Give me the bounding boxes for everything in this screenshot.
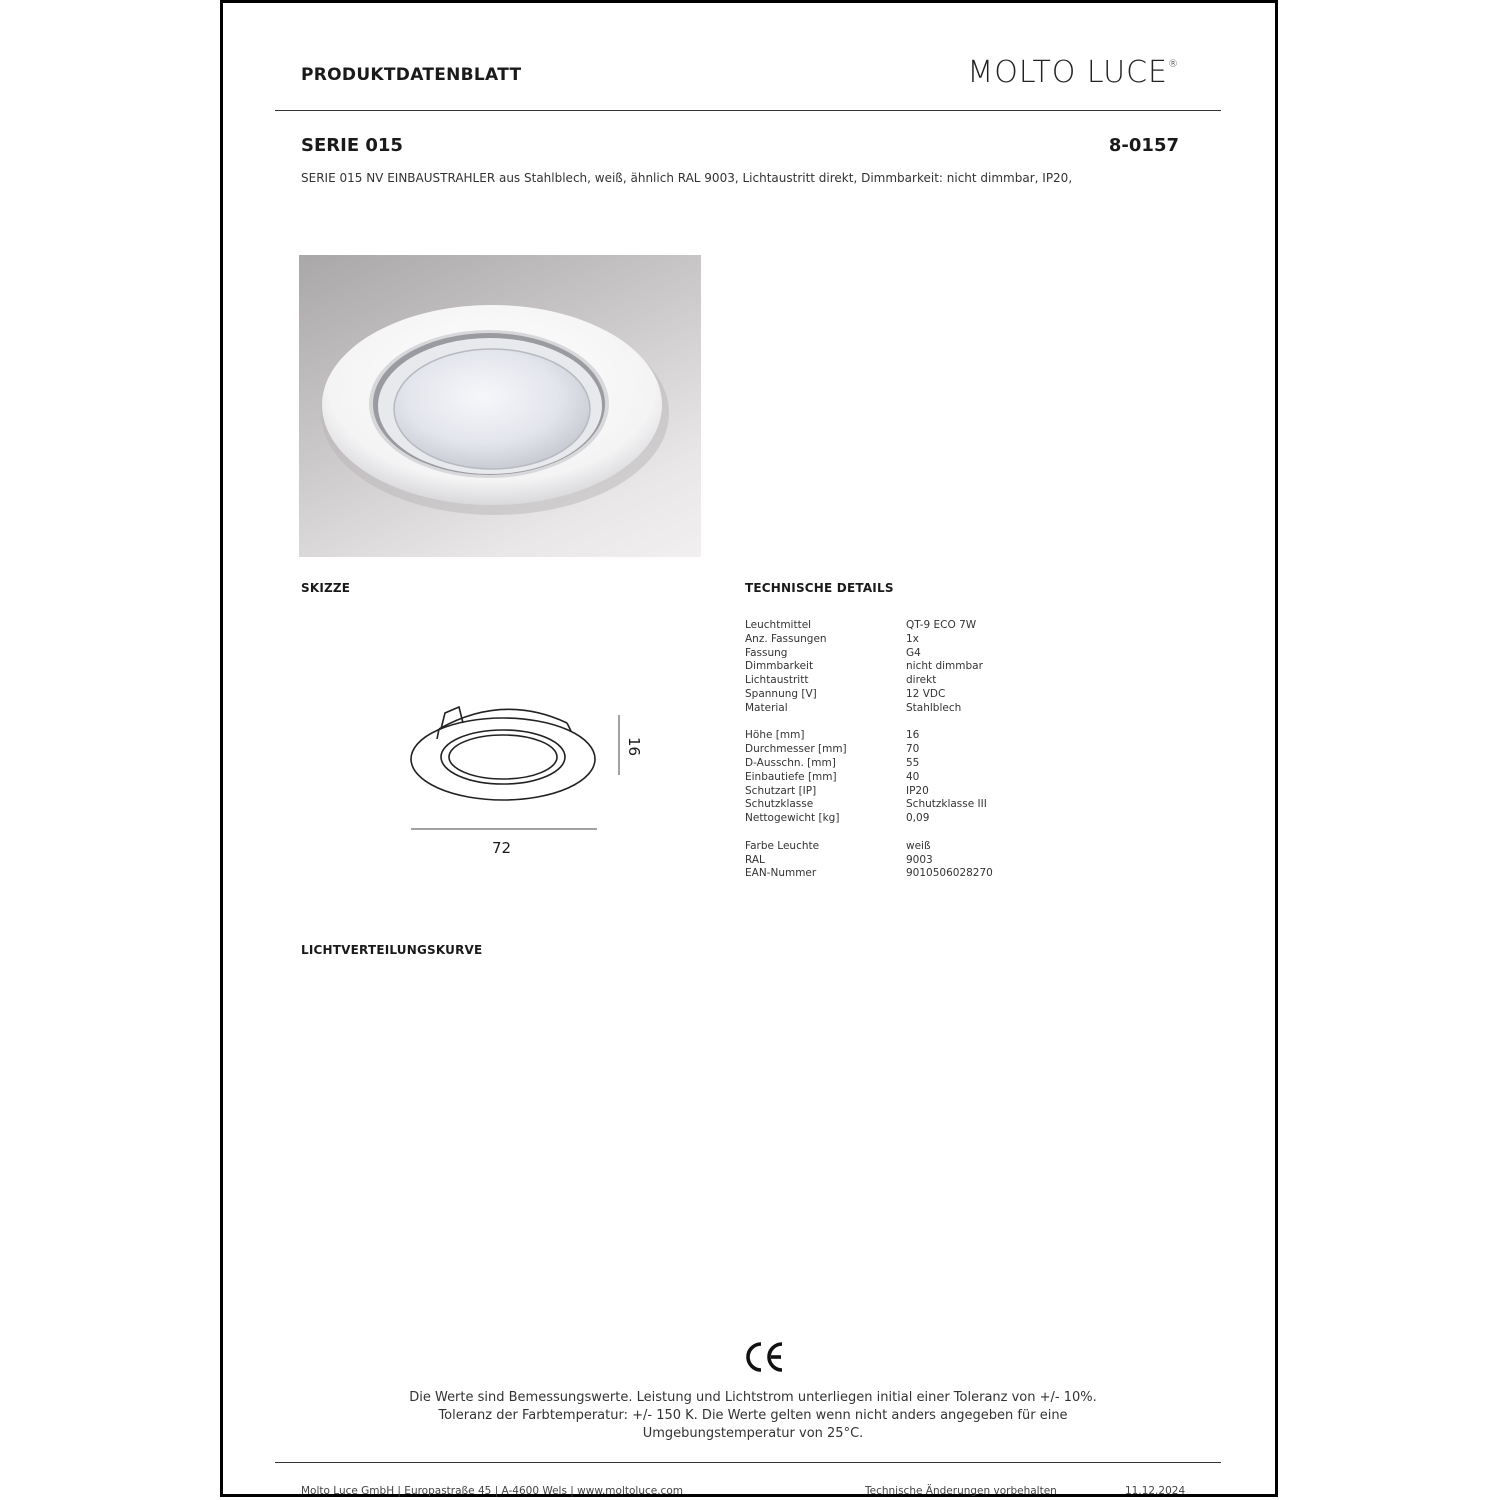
tolerance-line-3: Umgebungstemperatur von 25°C. [642, 1426, 864, 1441]
tolerance-note [283, 1389, 1223, 1443]
tech-row [745, 729, 993, 743]
tech-value: QT-9 ECO 7W [906, 619, 977, 631]
tech-value: direkt [906, 674, 937, 687]
tech-value: Schutzklasse III [906, 798, 987, 811]
tech-value: 40 [906, 770, 920, 783]
dimension-sketch [401, 693, 661, 873]
tolerance-line-2: Toleranz der Farbtemperatur: +/- 150 K. Die Werte gelten wenn nicht anders angegeben für eine [438, 1408, 1068, 1423]
tolerance-line-1: Die Werte sind Bemessungswerte. Leistung und Lichtstrom unterliegen initial einer Toleranz von +/- 10%. [409, 1390, 1097, 1405]
tech-value [906, 716, 993, 730]
tech-label: Lichtaustritt [745, 674, 809, 687]
tech-label: Durchmesser [mm] [745, 743, 847, 756]
tech-label: Leuchtmittel [745, 619, 812, 631]
tech-label: Anz. Fassungen [745, 632, 827, 645]
tech-row [745, 647, 993, 661]
series-name: SERIE 015 [301, 135, 403, 156]
sketch-drawing [401, 693, 661, 873]
product-description: SERIE 015 NV EINBAUSTRAHLER aus Stahlblech, weiß, ähnlich RAL 9003, Lichtaustritt direkt, Dimmbarkeit: nicht dimmbar, IP20, [301, 171, 1073, 185]
tech-row [745, 674, 993, 688]
tech-row [745, 743, 993, 757]
tech-label: Material [745, 701, 788, 714]
tech-row [745, 619, 993, 633]
article-number: 8-0157 [1108, 135, 1179, 156]
tech-value: 1x [906, 632, 919, 645]
width-dimension-label: 72 [492, 839, 512, 857]
tech-row [745, 785, 993, 799]
tech-label: Nettogewicht [kg] [745, 812, 840, 825]
tech-value [906, 826, 993, 840]
tech-label: Schutzart [IP] [745, 784, 817, 797]
ce-mark [744, 1341, 786, 1377]
tech-label: Fassung [745, 646, 788, 659]
header-divider [275, 110, 1221, 111]
tech-table [745, 619, 993, 881]
downlight-image [299, 255, 701, 557]
section-title-light-curve: LICHTVERTEILUNGSKURVE [301, 943, 483, 957]
ce-mark-icon [744, 1341, 786, 1373]
tech-details-table [745, 619, 993, 881]
tech-label: Dimmbarkeit [745, 660, 814, 673]
tech-label [745, 826, 906, 840]
product-photo [299, 255, 701, 557]
tech-label [745, 716, 906, 730]
tech-value: 55 [906, 756, 920, 769]
footer-notice: Technische Änderungen vorbehalten [865, 1485, 1057, 1497]
tech-label: RAL [745, 853, 765, 866]
section-title-sketch: SKIZZE [301, 581, 351, 595]
brand-logo-text: MOLTO LUCE [967, 55, 1168, 90]
document-title: PRODUKTDATENBLATT [301, 65, 522, 85]
tech-row [745, 660, 993, 674]
tech-label: Schutzklasse [745, 798, 814, 811]
tech-row-spacer [745, 716, 993, 730]
tech-row [745, 812, 993, 826]
tech-row [745, 702, 993, 716]
height-dimension-label: 16 [625, 737, 643, 757]
tech-value: 12 VDC [906, 687, 946, 700]
footer-divider [275, 1462, 1221, 1463]
tech-value: IP20 [906, 784, 929, 797]
tech-row [745, 854, 993, 868]
tech-value: 9003 [906, 853, 933, 866]
tech-value: Stahlblech [906, 701, 962, 714]
tech-label: Einbautiefe [mm] [745, 770, 837, 783]
tech-value: 9010506028270 [906, 867, 993, 880]
brand-logo [967, 55, 1179, 90]
tech-value: G4 [906, 646, 921, 659]
tech-row-spacer [745, 826, 993, 840]
tech-row [745, 798, 993, 812]
tech-value: 16 [906, 729, 920, 742]
tech-row [745, 688, 993, 702]
footer-date: 11.12.2024 [1125, 1485, 1186, 1497]
tech-row [745, 771, 993, 785]
tech-label: EAN-Nummer [745, 867, 817, 880]
tech-value: 70 [906, 743, 920, 756]
tech-value: weiß [906, 839, 931, 852]
tech-row [745, 757, 993, 771]
tech-label: D-Ausschn. [mm] [745, 756, 836, 769]
datasheet-page [220, 0, 1278, 1497]
section-title-tech-details: TECHNISCHE DETAILS [745, 581, 894, 595]
tech-label: Farbe Leuchte [745, 839, 820, 852]
tech-value: nicht dimmbar [906, 660, 983, 673]
registered-mark: ® [1168, 59, 1179, 70]
tech-row [745, 633, 993, 647]
tech-label: Spannung [V] [745, 687, 817, 700]
tech-label: Höhe [mm] [745, 729, 805, 742]
tech-row [745, 840, 993, 854]
footer-company: Molto Luce GmbH | Europastraße 45 | A-4600 Wels | www.moltoluce.com [301, 1485, 683, 1497]
tech-row [745, 867, 993, 881]
tech-value: 0,09 [906, 812, 930, 825]
